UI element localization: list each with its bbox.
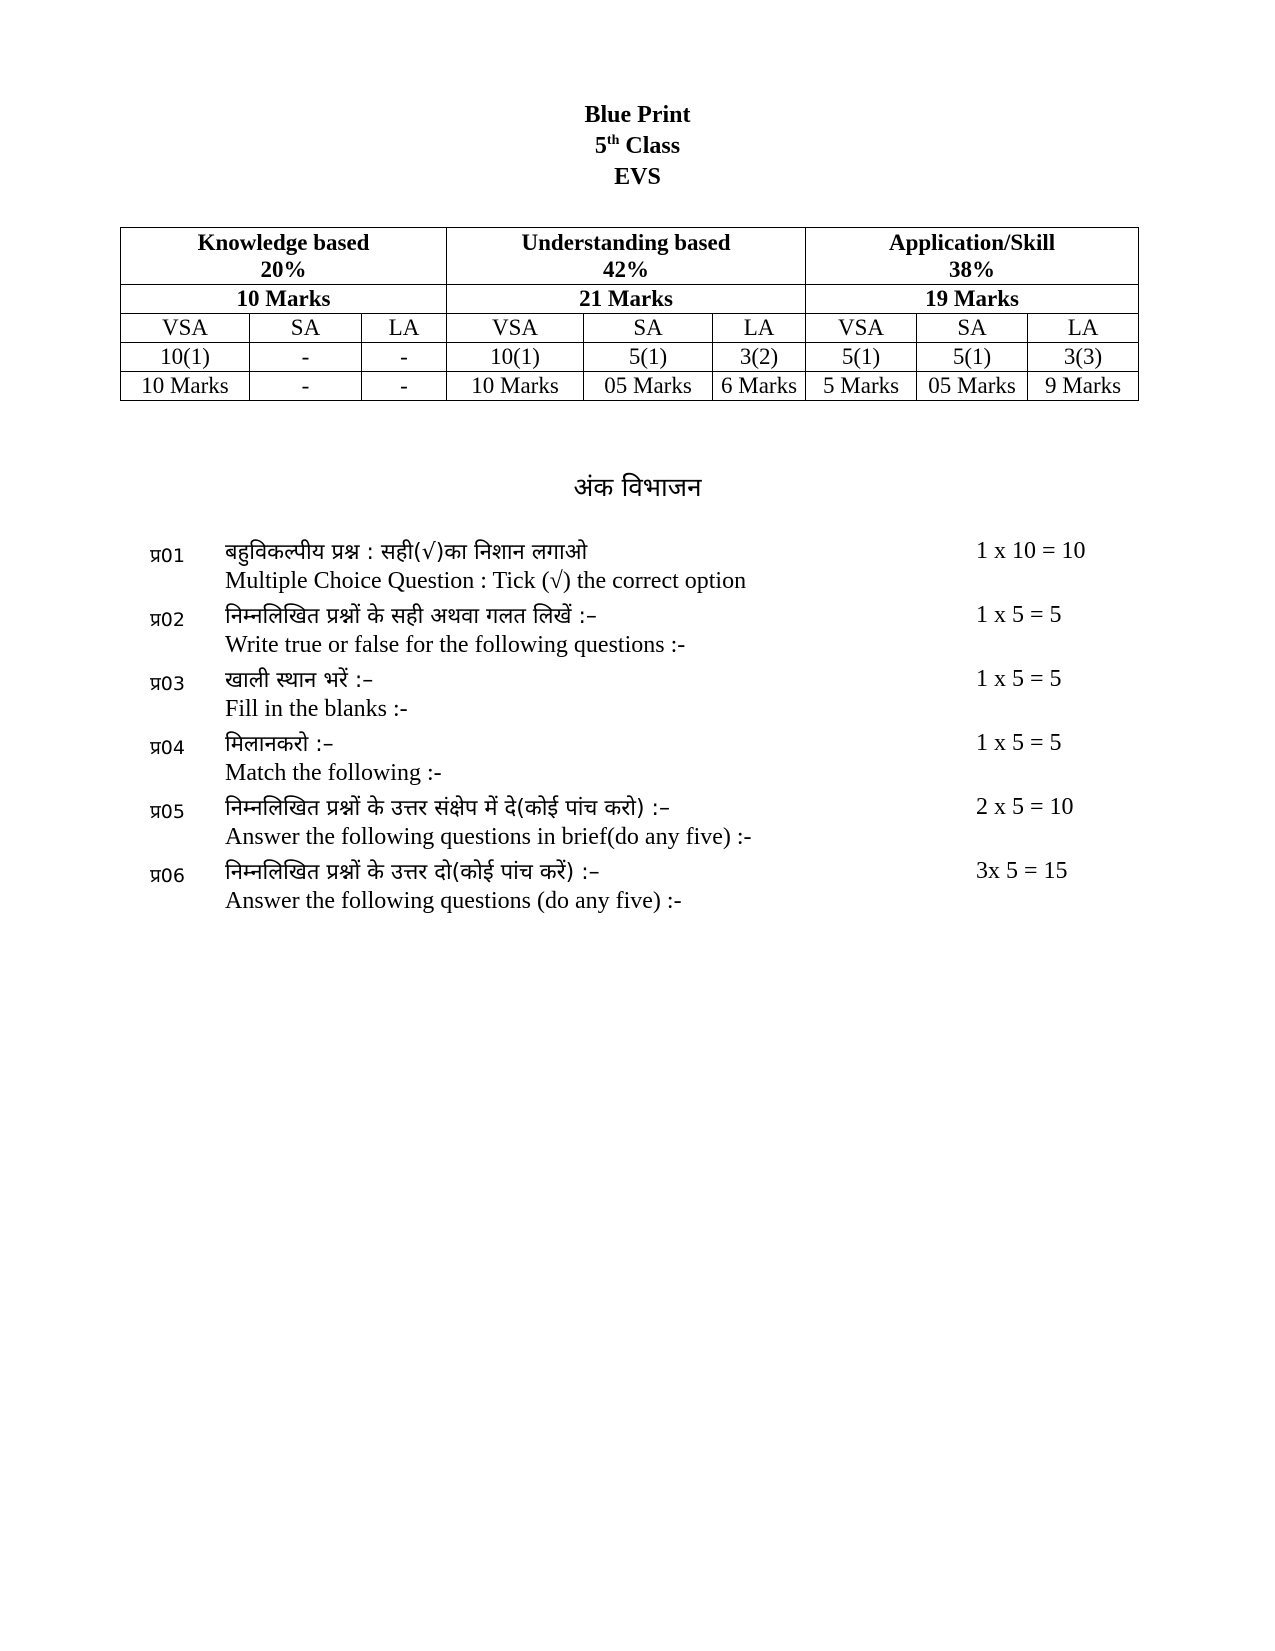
question-english: Multiple Choice Question : Tick (√) the correct option (225, 568, 747, 594)
table-cell: 10 Marks (447, 372, 584, 401)
table-cell: - (362, 343, 447, 372)
table-cell: VSA (806, 314, 917, 343)
question-marks: 1 x 5 = 5 (976, 602, 1062, 628)
class-word: Class (625, 133, 681, 159)
question-english: Write true or false for the following questions :- (225, 632, 686, 658)
question-count-row (121, 343, 1139, 372)
category-row (121, 228, 1139, 285)
question-type-row (121, 314, 1139, 343)
table-cell: 5(1) (917, 343, 1028, 372)
table-cell: 5(1) (806, 343, 917, 372)
document-header (0, 100, 1275, 193)
category-understanding: Understanding based 42% (447, 228, 806, 285)
table-cell: 5 Marks (806, 372, 917, 401)
marks-total-row (121, 372, 1139, 401)
table-cell: 10 Marks (121, 372, 250, 401)
table-cell: 6 Marks (713, 372, 806, 401)
marks-distribution-title: अंक विभाजन (573, 473, 702, 503)
question-number: प्र04 (150, 737, 185, 759)
category-marks: 19 Marks (806, 285, 1139, 314)
question-marks: 2 x 5 = 10 (976, 794, 1074, 820)
table-cell: SA (250, 314, 362, 343)
category-marks: 21 Marks (447, 285, 806, 314)
table-cell: - (250, 372, 362, 401)
blueprint-table (120, 227, 1139, 401)
table-cell: - (250, 343, 362, 372)
question-marks: 3x 5 = 15 (976, 858, 1068, 884)
table-cell: 3(3) (1028, 343, 1139, 372)
table-cell: 3(2) (713, 343, 806, 372)
question-item (0, 856, 1275, 920)
question-number: प्र02 (150, 609, 185, 631)
category-marks: 10 Marks (121, 285, 447, 314)
question-item (0, 728, 1275, 792)
category-knowledge: Knowledge based 20% (121, 228, 447, 285)
question-number: प्र06 (150, 865, 185, 887)
table-cell: 10(1) (447, 343, 584, 372)
question-marks: 1 x 10 = 10 (976, 538, 1086, 564)
question-number: प्र05 (150, 801, 185, 823)
question-hindi: निम्नलिखित प्रश्नों के उत्तर संक्षेप में दे(कोई पांच करो) :– (225, 796, 670, 821)
category-marks-row (121, 285, 1139, 314)
question-hindi: निम्नलिखित प्रश्नों के उत्तर दो(कोई पांच करें) :– (225, 860, 600, 885)
class-suffix: th (606, 133, 620, 148)
table-cell: 5(1) (584, 343, 713, 372)
question-hindi: खाली स्थान भरें :– (225, 668, 374, 693)
table-cell: VSA (447, 314, 584, 343)
question-hindi: निम्नलिखित प्रश्नों के सही अथवा गलत लिखें :– (225, 604, 597, 629)
class-number: 5 (594, 133, 607, 159)
table-cell: - (362, 372, 447, 401)
question-item (0, 600, 1275, 664)
table-cell: SA (584, 314, 713, 343)
subject-label: EVS (614, 164, 661, 190)
question-marks: 1 x 5 = 5 (976, 666, 1062, 692)
table-cell: LA (1028, 314, 1139, 343)
question-item (0, 536, 1275, 600)
question-english: Answer the following questions in brief(do any five) :- (225, 824, 752, 850)
question-hindi: बहुविकल्पीय प्रश्न : सही(√)का निशान लगाओ (225, 540, 588, 565)
question-english: Answer the following questions (do any five) :- (225, 888, 682, 914)
table-cell: LA (713, 314, 806, 343)
table-cell: 05 Marks (584, 372, 713, 401)
doc-title: Blue Print (584, 102, 691, 128)
question-item (0, 664, 1275, 728)
question-item (0, 792, 1275, 856)
table-cell: 9 Marks (1028, 372, 1139, 401)
table-cell: SA (917, 314, 1028, 343)
table-cell: 10(1) (121, 343, 250, 372)
question-hindi: मिलानकरो :– (225, 732, 334, 757)
table-cell: LA (362, 314, 447, 343)
question-english: Match the following :- (225, 760, 442, 786)
table-cell: VSA (121, 314, 250, 343)
question-number: प्र01 (150, 545, 185, 567)
question-marks: 1 x 5 = 5 (976, 730, 1062, 756)
category-application: Application/Skill 38% (806, 228, 1139, 285)
question-number: प्र03 (150, 673, 185, 695)
table-cell: 05 Marks (917, 372, 1028, 401)
question-english: Fill in the blanks :- (225, 696, 408, 722)
class-label (0, 131, 1275, 162)
